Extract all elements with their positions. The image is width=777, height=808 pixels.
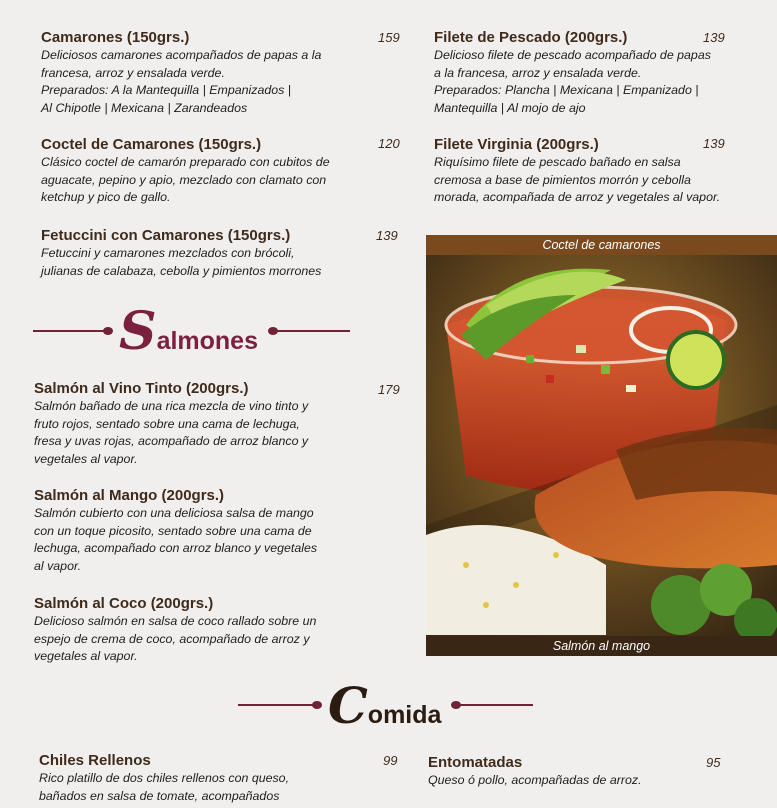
item-price: 139 — [703, 136, 725, 151]
section-heading-comida — [238, 670, 533, 740]
item-title: Entomatadas — [428, 754, 523, 771]
item-price: 139 — [703, 30, 725, 45]
food-photo-illustration — [426, 235, 777, 656]
item-description: Queso ó pollo, acompañadas de arroz. — [428, 773, 642, 787]
heading-ornament-left — [33, 330, 111, 332]
item-price: 139 — [376, 228, 398, 243]
item-title: Chiles Rellenos — [39, 752, 151, 769]
menu-item-chiles-rellenos — [39, 752, 379, 805]
item-title: Salmón al Vino Tinto (200grs.) — [34, 380, 249, 397]
item-description: Salmón bañado de una rica mezcla de vino tinto y fruto rojos, sentado sobre una cama de lechuga, fresa y uvas rojas, acompañado de arroz blanco y vegetales al vapor. — [34, 399, 309, 466]
item-price: 159 — [378, 30, 400, 45]
item-title: Salmón al Mango (200grs.) — [34, 487, 225, 504]
menu-item-coctel-de-camarones — [41, 136, 381, 207]
item-title: Fetuccini con Camarones (150grs.) — [41, 227, 291, 244]
menu-item-salmon-vino-tinto — [34, 380, 374, 468]
photo-caption-top: Coctel de camarones — [426, 235, 777, 255]
item-title: Filete Virginia (200grs.) — [434, 136, 599, 153]
menu-item-fetuccini — [41, 227, 381, 280]
item-description: Delicioso salmón en salsa de coco rallado sobre un espejo de crema de coco, acompañado de arroz y vegetales al vapor. — [34, 614, 317, 663]
heading-ornament-right — [453, 704, 533, 706]
heading-initial: S — [119, 300, 157, 362]
item-title: Salmón al Coco (200grs.) — [34, 595, 214, 612]
heading-ornament-right — [270, 330, 350, 332]
menu-item-entomatadas — [428, 754, 708, 790]
section-heading-salmones — [33, 296, 350, 366]
heading-ornament-left — [238, 704, 320, 706]
item-price: 179 — [378, 382, 400, 397]
item-price: 99 — [383, 753, 398, 768]
food-photo — [426, 235, 777, 656]
heading-initial: C — [328, 675, 368, 735]
menu-item-salmon-mango — [34, 487, 374, 575]
heading-text: almones — [156, 326, 258, 355]
item-description: Salmón cubierto con una deliciosa salsa de mango con un toque picosito, sentado sobre una cama de lechuga, acompañado con arroz blanco y vegetales al vapor. — [34, 506, 318, 573]
item-price: 120 — [378, 136, 400, 151]
item-title: Filete de Pescado (200grs.) — [434, 29, 628, 46]
item-description: Riquísimo filete de pescado bañado en salsa cremosa a base de pimientos morrón y cebolla morada, acompañada de arroz y vegetales al vapor. — [434, 155, 721, 204]
item-description: Clásico coctel de camarón preparado con cubitos de aguacate, pepino y apio, mezclado con clamato con ketchup y pico de gallo. — [41, 155, 330, 204]
item-description: Deliciosos camarones acompañados de papas a la francesa, arroz y ensalada verde. Preparados: A la Mantequilla | Empanizados | Al Chipotle | Mexicana | Zarandeados — [41, 48, 322, 115]
photo-caption-bottom: Salmón al mango — [426, 636, 777, 656]
item-title: Coctel de Camarones (150grs.) — [41, 136, 262, 153]
item-description: Fetuccini y camarones mezclados con brócoli, julianas de calabaza, cebolla y pimientos morrones — [41, 246, 322, 278]
item-description: Rico platillo de dos chiles rellenos con queso, bañados en salsa de tomate, acompañados — [39, 771, 290, 803]
heading-text: omida — [367, 700, 442, 729]
item-price: 95 — [706, 755, 721, 770]
menu-item-salmon-coco — [34, 595, 374, 666]
item-description: Delicioso filete de pescado acompañado de papas a la francesa, arroz y ensalada verde. Preparados: Plancha | Mexicana | Empanizado | Mantequilla | Al mojo de ajo — [434, 48, 711, 115]
item-title: Camarones (150grs.) — [41, 29, 190, 46]
menu-item-camarones — [41, 29, 381, 117]
